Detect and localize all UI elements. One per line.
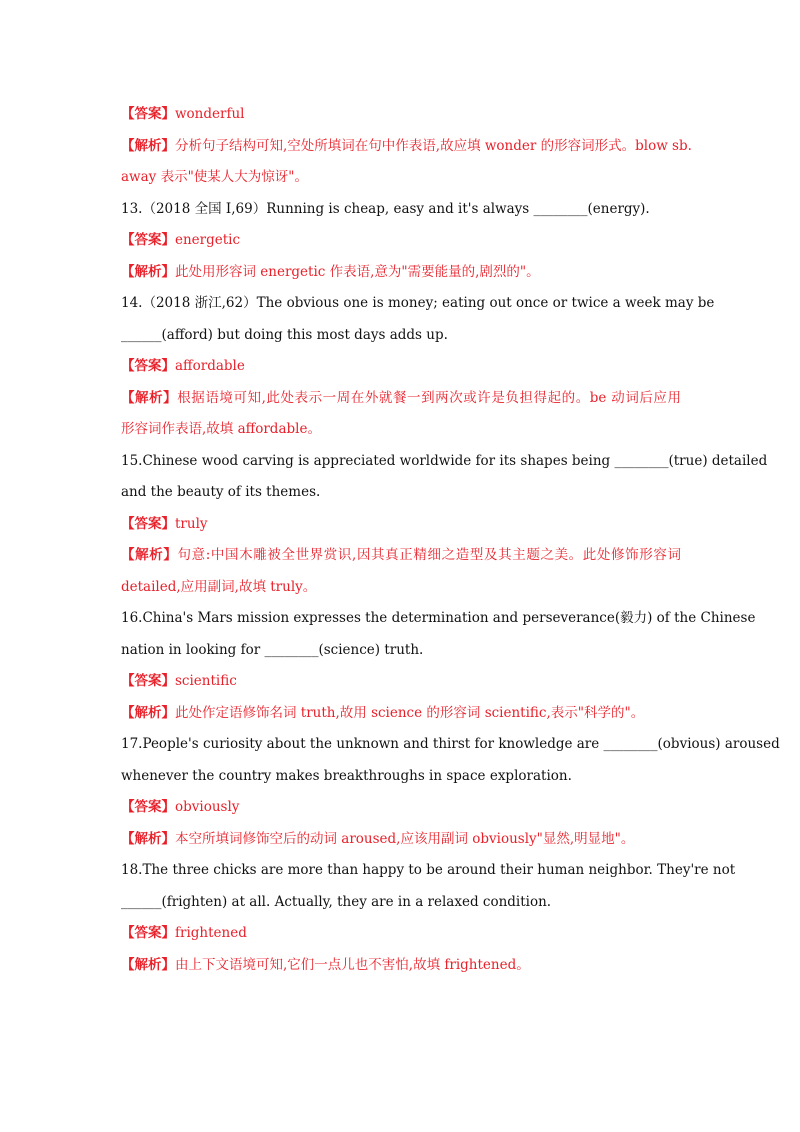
answer-line (121, 672, 681, 690)
question-17 (121, 735, 780, 753)
question-17-continued (121, 767, 681, 785)
analysis-text: 本空所填词修饰空后的动词 aroused,应该用副词 obviously"显然,明显地"。 (175, 831, 635, 847)
analysis-text: 此处作定语修饰名词 truth,故用 science 的形容词 scientific,表示"科学的"。 (175, 705, 645, 721)
answer-line (121, 924, 681, 942)
analysis-line (121, 546, 681, 564)
question-text: nation in looking for ________(science) truth. (121, 642, 424, 658)
answer-tag: 【答案】 (121, 232, 175, 248)
analysis-tag: 【解析】 (121, 390, 178, 406)
answer-line (121, 105, 681, 123)
answer-text: obviously (175, 799, 240, 815)
question-14-continued (121, 326, 681, 344)
analysis-text: 句意:中国木雕被全世界赏识,因其真正精细之造型及其主题之美。此处修饰形容词 (177, 547, 681, 563)
answer-text: truly (175, 516, 208, 532)
analysis-line-continued (121, 578, 681, 596)
answer-text: energetic (175, 232, 241, 248)
analysis-text: 由上下文语境可知,它们一点儿也不害怕,故填 frightened。 (175, 957, 530, 973)
question-16 (121, 609, 756, 627)
analysis-text: detailed,应用副词,故填 truly。 (121, 579, 317, 595)
analysis-line (121, 956, 681, 974)
question-text: whenever the country makes breakthroughs in space exploration. (121, 768, 572, 784)
answer-tag: 【答案】 (121, 358, 175, 374)
answer-tag: 【答案】 (121, 799, 175, 815)
analysis-tag: 【解析】 (121, 547, 178, 563)
analysis-tag: 【解析】 (121, 264, 175, 280)
answer-tag: 【答案】 (121, 673, 175, 689)
analysis-line-continued (121, 420, 681, 438)
answer-line (121, 515, 681, 533)
analysis-tag: 【解析】 (121, 138, 175, 154)
question-text: ______(afford) but doing this most days adds up. (121, 327, 448, 343)
question-text: 17.People's curiosity about the unknown and thirst for knowledge are ________(obvious) aroused (121, 736, 780, 752)
answer-text: wonderful (175, 106, 245, 122)
question-14 (121, 294, 715, 312)
analysis-line-continued (121, 168, 681, 186)
question-18-continued (121, 893, 681, 911)
answer-text: affordable (175, 358, 245, 374)
analysis-text: 形容词作表语,故填 affordable。 (121, 421, 321, 437)
analysis-text: away 表示"使某人大为惊讶"。 (121, 169, 308, 185)
question-15 (121, 452, 768, 470)
analysis-line (121, 389, 681, 407)
answer-line (121, 231, 681, 249)
answer-tag: 【答案】 (121, 106, 175, 122)
analysis-tag: 【解析】 (121, 831, 175, 847)
answer-text: scientific (175, 673, 237, 689)
question-text: 14.（2018 浙江,62）The obvious one is money; eating out once or twice a week may be (121, 295, 715, 311)
answer-line (121, 357, 681, 375)
question-18 (121, 861, 736, 879)
analysis-text: 分析句子结构可知,空处所填词在句中作表语,故应填 wonder 的形容词形式。blow sb. (175, 138, 692, 154)
analysis-line (121, 263, 681, 281)
analysis-line (121, 830, 681, 848)
analysis-line (121, 137, 692, 155)
question-13 (121, 200, 681, 218)
question-text: ______(frighten) at all. Actually, they are in a relaxed condition. (121, 894, 552, 910)
question-text: 15.Chinese wood carving is appreciated worldwide for its shapes being ________(true) detailed (121, 453, 768, 469)
answer-tag: 【答案】 (121, 925, 175, 941)
answer-tag: 【答案】 (121, 516, 175, 532)
analysis-tag: 【解析】 (121, 705, 175, 721)
question-text: 16.China's Mars mission expresses the determination and perseverance(毅力) of the Chinese (121, 610, 756, 626)
question-text: and the beauty of its themes. (121, 484, 321, 500)
question-text: 13.（2018 全国 I,69）Running is cheap, easy and it's always ________(energy). (121, 201, 650, 217)
question-text: 18.The three chicks are more than happy to be around their human neighbor. They're not (121, 862, 736, 878)
analysis-tag: 【解析】 (121, 957, 175, 973)
question-16-continued (121, 641, 681, 659)
answer-line (121, 798, 681, 816)
analysis-line (121, 704, 681, 722)
answer-text: frightened (175, 925, 247, 941)
analysis-text: 此处用形容词 energetic 作表语,意为"需要能量的,剧烈的"。 (175, 264, 540, 280)
analysis-text: 根据语境可知,此处表示一周在外就餐一到两次或许是负担得起的。be 动词后应用 (177, 390, 681, 406)
question-15-continued (121, 483, 681, 501)
